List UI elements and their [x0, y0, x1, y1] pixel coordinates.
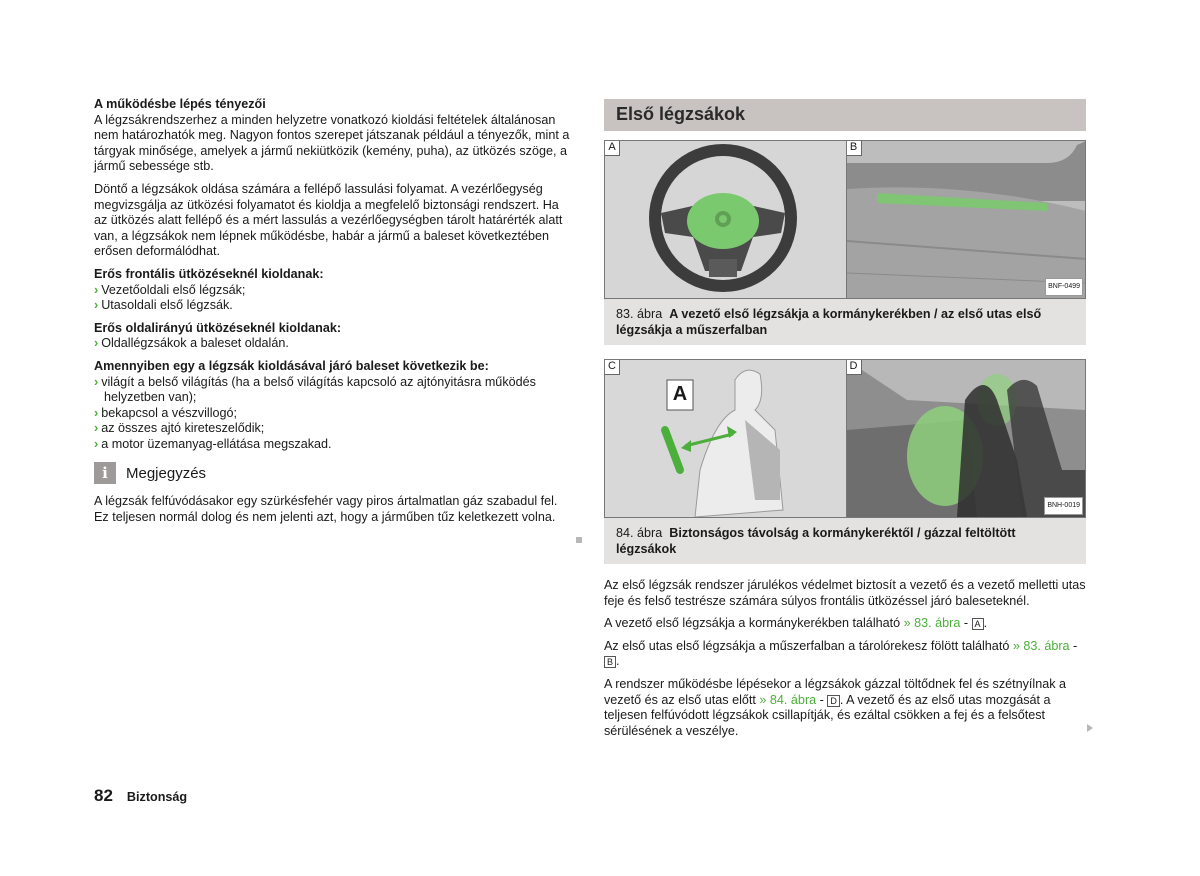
frontal-heading: Erős frontális ütközéseknél kioldanak:	[94, 266, 324, 281]
list-item: › Vezetőoldali első légzsák;	[94, 282, 246, 297]
frontal-group	[94, 267, 572, 314]
bullet-arrow-icon: ›	[94, 282, 99, 297]
continue-arrow-icon	[1087, 724, 1093, 732]
section-end-marker	[576, 537, 582, 543]
body-paragraph-1: Az első légzsák rendszer járulékos védelmet biztosít a vezető és a vezető melletti utas feje és felső testrésze számára súlyos frontális ütközéssel járó baleseteknél.	[604, 578, 1086, 608]
figure-83-caption: 83. ábra A vezető első légzsákja a kormánykerékben / az első utas első légzsákja a műszerfalban	[604, 299, 1086, 345]
panel-ref-a: A	[972, 618, 984, 630]
footer-section: Biztonság	[126, 790, 188, 804]
distance-label: A	[672, 383, 688, 406]
list-item: › a motor üzemanyag-ellátása megszakad.	[94, 436, 332, 451]
panel-label-b: B	[847, 141, 862, 156]
note-text: A légzsák felfúvódásakor egy szürkésfehér vagy piros ártalmatlan gáz szabadul fel. Ez teljesen normál dolog és nem jelenti azt, hogy a járműben tűz keletkezett volna.	[94, 494, 558, 525]
right-column	[604, 99, 1086, 746]
figure-83	[604, 140, 1086, 299]
bullet-arrow-icon: ›	[94, 421, 99, 436]
figure-code: BNF-0499	[1045, 278, 1083, 296]
factors-paragraph	[94, 97, 572, 175]
figure-link[interactable]: » 83. ábra	[903, 616, 961, 631]
page-footer	[94, 786, 187, 806]
figure-84-caption: 84. ábra Biztonságos távolság a kormánykeréktől / gázzal feltöltött légzsákok	[604, 518, 1086, 564]
figure-link[interactable]: » 84. ábra	[759, 692, 817, 707]
bullet-arrow-icon: ›	[94, 336, 99, 351]
left-column	[94, 97, 572, 533]
list-item: › Oldallégzsákok a baleset oldalán.	[94, 336, 289, 351]
bullet-arrow-icon: ›	[94, 436, 99, 451]
list-item: › Utasoldali első légzsák.	[94, 298, 233, 313]
body-paragraph-2: A vezető első légzsákja a kormánykerékben található » 83. ábra - A .	[604, 616, 988, 631]
panel-label-c: C	[605, 360, 620, 375]
deploy-heading: Amennyiben egy a légzsák kioldásával járó baleset következik be:	[94, 358, 489, 373]
bullet-arrow-icon: ›	[94, 374, 99, 389]
list-item: › az összes ajtó kireteszelődik;	[94, 421, 265, 436]
side-group	[94, 321, 572, 352]
factors-text: A légzsákrendszerhez a minden helyzetre vonatkozó kioldási feltételek általánosan nem határozhatók meg. Nagyon fontos szerepet játszanak például a tényezők, mint a tárgyak minősége, amelyek a jármű nekiütközik (kemény, puha), az ütközés szöge, a jármű sebessége stb.	[94, 112, 570, 174]
figure-panel-d	[846, 360, 1086, 517]
figure-code: BNH-0019	[1044, 497, 1083, 515]
inflated-airbags-illustration	[847, 360, 1086, 517]
figure-panel-a	[605, 141, 846, 298]
panel-label-a: A	[605, 141, 620, 156]
steering-wheel-illustration	[605, 141, 846, 298]
bullet-arrow-icon: ›	[94, 298, 99, 313]
figure-panel-b	[846, 141, 1086, 298]
list-item: › bekapcsol a vészvillogó;	[94, 405, 238, 420]
deploy-group	[94, 359, 572, 453]
panel-ref-b: B	[604, 656, 616, 668]
section-title: Első légzsákok	[604, 99, 1086, 131]
list-item: › világít a belső világítás (ha a belső világítás kapcsoló az ajtónyitásra működés helyzetben van);	[94, 374, 536, 405]
side-heading: Erős oldalirányú ütközéseknél kioldanak:	[94, 320, 342, 335]
figure-84	[604, 359, 1086, 518]
note-header	[94, 462, 572, 484]
figure-panel-c	[605, 360, 846, 517]
body-paragraph-4: A rendszer működésbe lépésekor a légzsákok gázzal töltődnek fel és szétnyílnak a vezető és az első utas előtt » 84. ábra - D . A vezető és az első utas mozgását a teljesen felfúvódott légzsákok csillapítják, és ezáltal csökken a fej és a felsőtest sérülésének a veszélye.	[604, 676, 1067, 738]
dashboard-illustration	[847, 141, 1086, 298]
bullet-arrow-icon: ›	[94, 405, 99, 420]
figure-link[interactable]: » 83. ábra	[1012, 638, 1070, 653]
page-number: 82	[94, 786, 113, 805]
deceleration-paragraph: Döntő a légzsákok oldása számára a fellépő lassulási folyamat. A vezérlőegység megvizsgálja az ütközési folyamatot és kioldja a megfelelő biztonsági rendszert. Ha az ütközés alatt fellépő és a mért lassulás a vezérlőegységben tárolt határérték alatt van, a légzsákok nem lépnek működésbe, habár a jármű a baleset következtében erősen deformálódhat.	[94, 181, 563, 259]
factors-heading: A működésbe lépés tényezői	[94, 97, 266, 111]
body-paragraph-3: Az első utas első légzsákja a műszerfalban a tárolórekesz fölött található » 83. ábra - B .	[604, 638, 1078, 669]
note-title: Megjegyzés	[126, 464, 207, 482]
seating-distance-illustration	[605, 360, 846, 517]
panel-label-d: D	[847, 360, 862, 375]
info-icon: i	[94, 462, 116, 484]
panel-ref-d: D	[827, 695, 840, 707]
